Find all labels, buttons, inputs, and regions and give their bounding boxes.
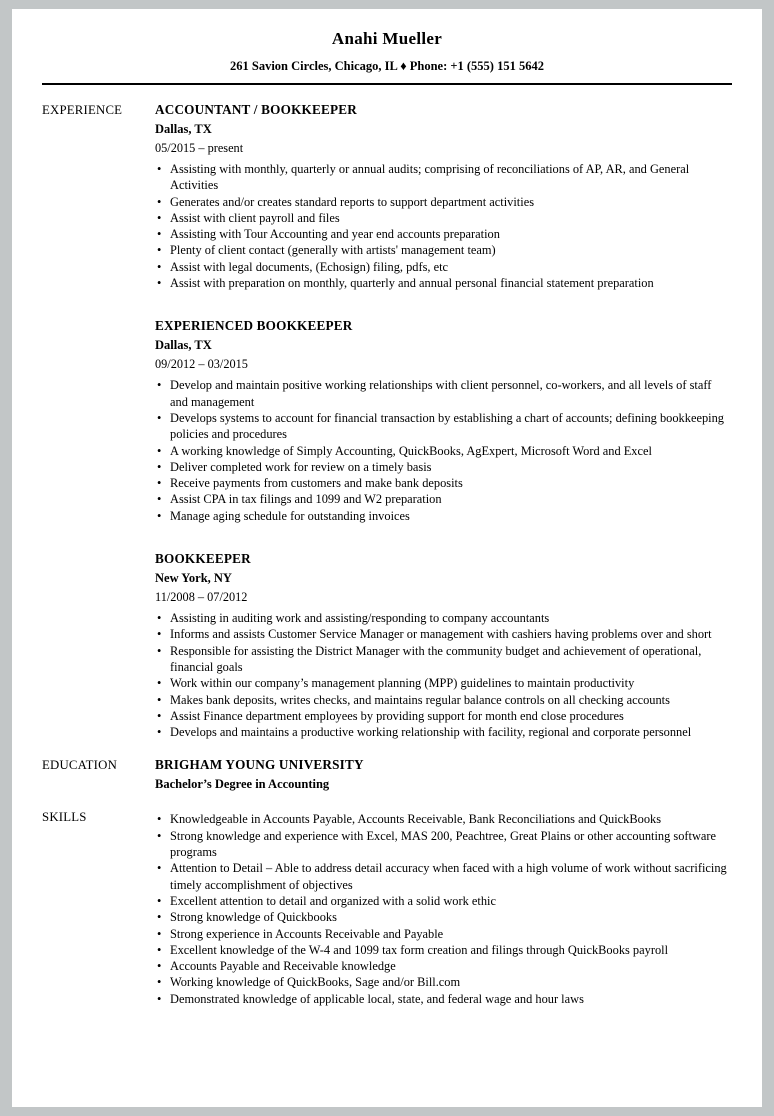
bullet-item	[155, 708, 732, 724]
resume-body	[42, 102, 732, 1007]
entry-location: Dallas, TX	[155, 338, 212, 353]
section-entries	[155, 757, 732, 792]
bullet-item	[155, 443, 732, 459]
resume-header	[42, 23, 732, 85]
bullet-item	[155, 410, 732, 443]
resume-entry	[155, 811, 732, 1007]
bullet-text: Plenty of client contact (generally with artists' management team)	[170, 243, 496, 258]
bullet-text: Assisting with Tour Accounting and year end accounts preparation	[170, 227, 500, 242]
bullet-marker: •	[157, 259, 162, 274]
entry-title: EXPERIENCED BOOKKEEPER	[155, 318, 353, 334]
bullet-text: Excellent knowledge of the W-4 and 1099 tax form creation and filings through QuickBooks payroll	[170, 942, 669, 957]
bullet-item	[155, 675, 732, 691]
entry-bullets	[155, 161, 732, 291]
entry-bullets	[155, 811, 732, 1007]
bullet-marker: •	[157, 643, 162, 658]
bullet-marker: •	[157, 611, 162, 626]
bullet-marker: •	[157, 676, 162, 691]
bullet-item	[155, 893, 732, 909]
resume-entry	[155, 102, 732, 291]
bullet-marker: •	[157, 725, 162, 740]
section-label: EDUCATION	[42, 758, 118, 773]
bullet-text: Working knowledge of QuickBooks, Sage and/or Bill.com	[170, 975, 461, 990]
bullet-item	[155, 242, 732, 258]
bullet-item	[155, 643, 732, 676]
bullet-text: Makes bank deposits, writes checks, and maintains regular balance controls on all checking accounts	[170, 692, 670, 707]
entry-title: BRIGHAM YOUNG UNIVERSITY	[155, 757, 364, 773]
entry-bullets	[155, 610, 732, 740]
bullet-item	[155, 926, 732, 942]
bullet-marker: •	[157, 708, 162, 723]
entry-dates: 09/2012 – 03/2015	[155, 357, 248, 372]
bullet-marker: •	[157, 276, 162, 291]
candidate-name: Anahi Mueller	[331, 29, 443, 48]
bullet-marker: •	[157, 243, 162, 258]
section-entries	[155, 102, 732, 740]
bullet-text: Assist CPA in tax filings and 1099 and W2 preparation	[170, 492, 442, 507]
bullet-text: Strong knowledge and experience with Excel, MAS 200, Peachtree, Great Plains or other accounting software programs	[170, 828, 717, 860]
resume-entry	[155, 757, 732, 792]
resume-entry	[155, 551, 732, 740]
entry-location: New York, NY	[155, 571, 232, 586]
bullet-text: Knowledgeable in Accounts Payable, Accounts Receivable, Bank Reconciliations and QuickBooks	[170, 812, 662, 827]
bullet-text: Responsible for assisting the District Manager with the community budget and achievement of operational, financial goals	[170, 643, 702, 674]
bullet-item	[155, 974, 732, 990]
bullet-item	[155, 161, 732, 194]
bullet-text: A working knowledge of Simply Accounting, QuickBooks, AgExpert, Microsoft Word and Excel	[170, 443, 652, 458]
bullet-item	[155, 991, 732, 1007]
bullet-marker: •	[157, 162, 162, 176]
bullet-marker: •	[157, 910, 162, 925]
bullet-item	[155, 275, 732, 291]
bullet-text: Develops systems to account for financial transaction by establishing a chart of accounts; defining bookkeeping policies and procedures	[170, 410, 724, 442]
bullet-item	[155, 475, 732, 491]
bullet-item	[155, 942, 732, 958]
bullet-item	[155, 811, 732, 827]
entry-title: BOOKKEEPER	[155, 551, 251, 567]
bullet-marker: •	[157, 975, 162, 990]
bullet-marker: •	[157, 959, 162, 974]
contact-line: 261 Savion Circles, Chicago, IL ♦ Phone: +1 (555) 151 5642	[230, 59, 544, 73]
bullet-item	[155, 210, 732, 226]
bullet-text: Accounts Payable and Receivable knowledge	[170, 959, 396, 974]
bullet-text: Strong experience in Accounts Receivable and Payable	[170, 926, 444, 941]
bullet-item	[155, 194, 732, 210]
resume-section	[42, 809, 732, 1007]
header-divider	[42, 83, 732, 85]
bullet-text: Develop and maintain positive working relationships with client personnel, co-workers, and all levels of staff and management	[170, 378, 712, 409]
bullet-item	[155, 491, 732, 507]
bullet-item	[155, 259, 732, 275]
bullet-marker: •	[157, 991, 162, 1006]
bullet-item	[155, 909, 732, 925]
bullet-text: Informs and assists Customer Service Manager or management with cashiers having problems over and short	[170, 627, 712, 642]
bullet-text: Demonstrated knowledge of applicable local, state, and federal wage and hour laws	[170, 991, 584, 1006]
resume-section	[42, 757, 732, 792]
resume-page	[12, 9, 762, 1107]
bullet-text: Excellent attention to detail and organized with a solid work ethic	[170, 893, 496, 908]
bullet-marker: •	[157, 828, 162, 843]
bullet-marker: •	[157, 194, 162, 209]
bullet-text: Assist with preparation on monthly, quarterly and annual personal financial statement preparation	[170, 276, 654, 291]
bullet-text: Develops and maintains a productive working relationship with facility, regional and corporate personnel	[170, 725, 692, 740]
bullet-text: Generates and/or creates standard reports to support department activities	[170, 194, 535, 209]
section-label: EXPERIENCE	[42, 103, 123, 117]
bullet-text: Deliver completed work for review on a timely basis	[170, 459, 432, 474]
section-label: SKILLS	[42, 810, 87, 825]
resume-entry	[155, 318, 732, 524]
bullet-item	[155, 610, 732, 626]
bullet-marker: •	[157, 210, 162, 225]
bullet-marker: •	[157, 476, 162, 491]
resume-section	[42, 102, 732, 740]
entry-location: Bachelor’s Degree in Accounting	[155, 777, 330, 792]
bullet-item	[155, 724, 732, 740]
entry-dates: 11/2008 – 07/2012	[155, 590, 248, 605]
bullet-text: Strong knowledge of Quickbooks	[170, 910, 337, 925]
bullet-item	[155, 692, 732, 708]
bullet-text: Work within our company’s management planning (MPP) guidelines to maintain productivity	[170, 676, 635, 691]
bullet-item	[155, 626, 732, 642]
entry-bullets	[155, 377, 732, 524]
bullet-item	[155, 377, 732, 410]
entry-title: ACCOUNTANT / BOOKKEEPER	[155, 102, 357, 117]
bullet-item	[155, 860, 732, 893]
bullet-marker: •	[157, 410, 162, 425]
bullet-marker: •	[157, 942, 162, 957]
bullet-text: Assist with legal documents, (Echosign) filing, pdfs, etc	[170, 259, 449, 274]
bullet-marker: •	[157, 893, 162, 908]
bullet-marker: •	[157, 627, 162, 642]
bullet-marker: •	[157, 492, 162, 507]
bullet-text: Assist Finance department employees by providing support for month end close procedures	[170, 708, 624, 723]
bullet-marker: •	[157, 861, 162, 876]
entry-dates: 05/2015 – present	[155, 141, 244, 155]
bullet-item	[155, 459, 732, 475]
section-entries	[155, 809, 732, 1007]
bullet-marker: •	[157, 443, 162, 458]
bullet-marker: •	[157, 459, 162, 474]
bullet-item	[155, 958, 732, 974]
bullet-marker: •	[157, 227, 162, 242]
bullet-text: Assist with client payroll and files	[170, 210, 340, 225]
bullet-item	[155, 508, 732, 524]
bullet-item	[155, 828, 732, 861]
bullet-marker: •	[157, 508, 162, 523]
bullet-marker: •	[157, 812, 162, 827]
entry-location: Dallas, TX	[155, 122, 212, 136]
bullet-text: Assisting with monthly, quarterly or annual audits; comprising of reconciliations of AP, AR, and General Activities	[170, 162, 690, 193]
bullet-text: Receive payments from customers and make bank deposits	[170, 476, 463, 491]
bullet-marker: •	[157, 692, 162, 707]
bullet-marker: •	[157, 926, 162, 941]
bullet-text: Attention to Detail – Able to address detail accuracy when faced with a high volume of work without sacrificing timely accomplishment of objectives	[170, 861, 727, 892]
bullet-marker: •	[157, 378, 162, 393]
bullet-text: Assisting in auditing work and assisting/responding to company accountants	[170, 611, 550, 626]
bullet-item	[155, 226, 732, 242]
bullet-text: Manage aging schedule for outstanding invoices	[170, 508, 410, 523]
